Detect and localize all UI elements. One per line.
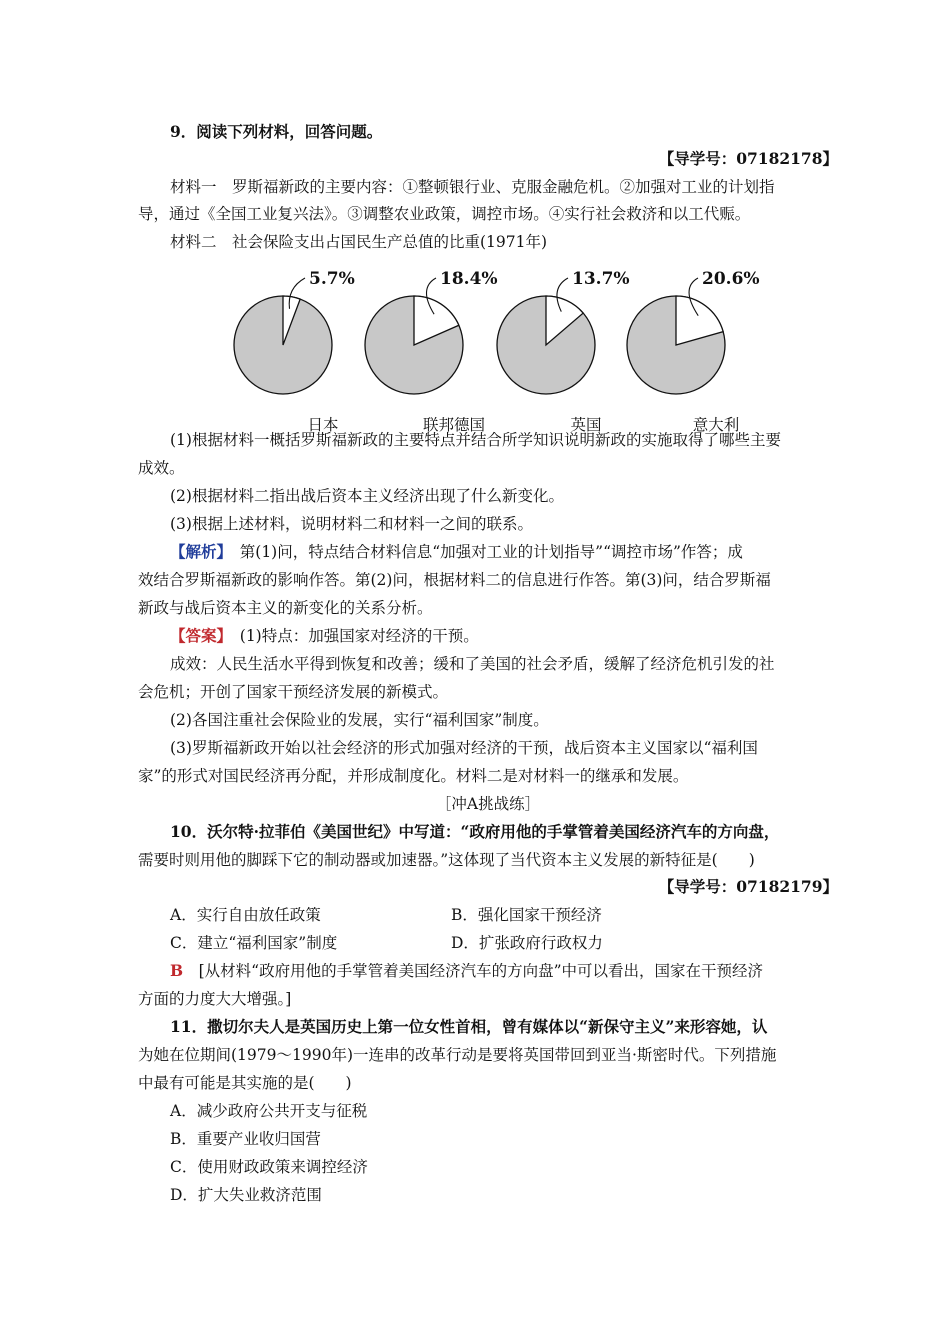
q9-material1-line2: 导，通过《全国工业复兴法》。③调整农业政策，调控市场。④实行社会救济和以工代赈。: [138, 205, 751, 223]
q11-option-d: D．扩大失业救济范围: [170, 1186, 322, 1204]
pie-1-category-label: 日本: [307, 416, 339, 434]
q10-option-b: B．强化国家干预经济: [451, 906, 602, 924]
q10-option-c: C．建立“福利国家”制度: [170, 934, 338, 952]
q10-stem-line1: 10．沃尔特·拉菲伯《美国世纪》中写道：“政府用他的手掌管着美国经济汽车的方向盘，: [170, 822, 780, 841]
q9-answer-line4: (2)各国注重社会保险业的发展，实行“福利国家”制度。: [170, 711, 549, 729]
q10-guide-number: 【导学号：07182179】: [658, 877, 838, 896]
pie-4-value-label: 20.6%: [702, 269, 760, 289]
q9-material1-line1: 材料一 罗斯福新政的主要内容：①整顿银行业、克服金融危机。②加强对工业的计划指: [170, 178, 775, 196]
q11-option-a: A．减少政府公共开支与征税: [170, 1102, 368, 1120]
q10-option-a: A．实行自由放任政策: [170, 906, 321, 924]
q10-option-d: D．扩张政府行政权力: [451, 934, 603, 952]
q11-stem-line2: 为她在位期间(1979～1990年)一连串的改革行动是要将英国带回到亚当·斯密时代。下列措施: [138, 1046, 777, 1064]
q10-answer-letter: B: [170, 961, 184, 980]
q9-question1-line2: 成效。: [138, 459, 185, 477]
pie-3-value-label: 13.7%: [572, 269, 630, 289]
pie-3-category-label: 英国: [570, 416, 602, 434]
pie-2-category-label: 联邦德国: [422, 416, 486, 434]
q9-analysis-line1: [170, 540, 743, 564]
q9-question2: (2)根据材料二指出战后资本主义经济出现了什么新变化。: [170, 487, 564, 505]
q11-stem-line1: 11．撒切尔夫人是英国历史上第一位女性首相，曾有媒体以“新保守主义”来形容她，认: [170, 1017, 768, 1036]
pie-1-value-label: 5.7%: [309, 269, 355, 289]
answer-tag: 【答案】: [170, 626, 225, 645]
q10-stem-line2: 需要时则用他的脚踩下它的制动器或加速器。”这体现了当代资本主义发展的新特征是( ): [138, 851, 755, 869]
section-title: ［冲A挑战练］: [435, 795, 541, 813]
q9-title: 9．阅读下列材料，回答问题。: [170, 122, 383, 141]
q9-guide-number: 【导学号：07182178】: [658, 149, 838, 168]
q9-answer-line5: (3)罗斯福新政开始以社会经济的形式加强对经济的干预，战后资本主义国家以“福利国: [170, 739, 758, 757]
q9-analysis-line2: 效结合罗斯福新政的影响作答。第(2)问，根据材料二的信息进行作答。第(3)问，结合罗斯福: [138, 571, 771, 589]
q11-stem-line3: 中最有可能是其实施的是( ): [138, 1074, 352, 1092]
pie-4-category-label: 意大利: [692, 416, 740, 434]
q11-option-c: C．使用财政政策来调控经济: [170, 1158, 368, 1176]
q9-material2-caption: 材料二 社会保险支出占国民生产总值的比重(1971年): [170, 233, 548, 251]
q10-explain-line1: [170, 959, 763, 983]
pie-2-value-label: 18.4%: [440, 269, 498, 289]
q11-option-b: B．重要产业收归国营: [170, 1130, 321, 1148]
q9-answer-line1: [170, 624, 479, 648]
q9-answer-line6: 家”的形式对国民经济再分配，并形成制度化。材料二是对材料一的继承和发展。: [138, 767, 689, 785]
q10-explain-text: [从材料“政府用他的手掌管着美国经济汽车的方向盘”中可以看出，国家在干预经济: [183, 962, 764, 980]
q9-answer-line2: 成效：人民生活水平得到恢复和改善；缓和了美国的社会矛盾，缓解了经济危机引发的社: [170, 655, 775, 673]
q9-analysis-line3: 新政与战后资本主义的新变化的关系分析。: [138, 599, 433, 617]
analysis-tag: 【解析】: [170, 542, 225, 561]
answer-text: (1)特点：加强国家对经济的干预。: [224, 627, 479, 645]
analysis-text: 第(1)问，特点结合材料信息“加强对工业的计划指导”“调控市场”作答；成: [224, 543, 743, 561]
pie-chart-figure: [138, 260, 838, 440]
q9-answer-line3: 会危机；开创了国家干预经济发展的新模式。: [138, 683, 449, 701]
q10-explain-line2: 方面的力度大大增强。]: [138, 990, 292, 1008]
q9-question1-line1: (1)根据材料一概括罗斯福新政的主要特点并结合所学知识说明新政的实施取得了哪些主要: [170, 431, 781, 449]
q9-question3: (3)根据上述材料，说明材料二和材料一之间的联系。: [170, 515, 533, 533]
